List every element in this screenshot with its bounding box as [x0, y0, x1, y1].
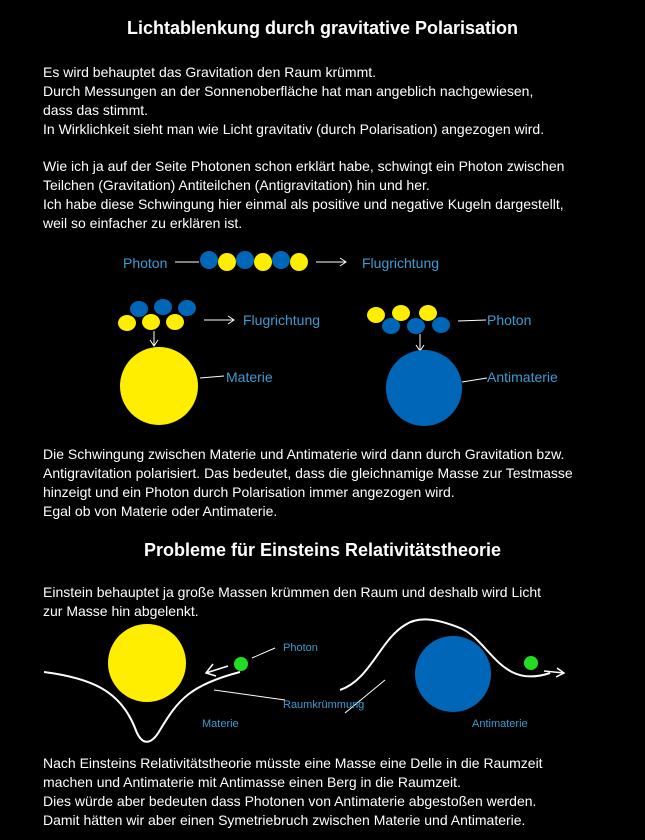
matter-label: Materie: [226, 369, 273, 385]
negative-ball: [200, 251, 218, 269]
positive-ball: [254, 253, 272, 271]
text-line: hinzeigt und ein Photon durch Polarisation immer angezogen wird.: [43, 484, 455, 500]
positive-ball: [218, 253, 236, 271]
text-line: Egal ob von Materie oder Antimaterie.: [43, 503, 278, 519]
matter-label: Materie: [202, 718, 239, 730]
text-line: dass das stimmt.: [43, 102, 149, 118]
antimatter-sphere: [415, 636, 491, 712]
positive-ball: [142, 314, 160, 330]
positive-ball: [367, 307, 385, 323]
antimatter-label: Antimaterie: [487, 369, 558, 385]
negative-ball: [178, 300, 196, 316]
negative-ball: [382, 318, 400, 334]
text-line: Teilchen (Gravitation) Antiteilchen (Antigravitation) hin und her.: [43, 177, 430, 193]
label-leader-line: [462, 378, 487, 382]
text-line: Wie ich ja auf der Seite Photonen schon erklärt habe, schwingt ein Photon zwischen: [43, 158, 565, 174]
negative-ball: [130, 301, 148, 317]
page-title: Lichtablenkung durch gravitative Polarisation: [126, 18, 519, 38]
einstein-paragraph: [43, 583, 623, 621]
positive-ball: [419, 305, 437, 321]
antimatter-sphere: [386, 350, 462, 426]
negative-ball: [272, 251, 290, 269]
matter-sphere: [120, 347, 198, 425]
photon-label: Photon: [123, 255, 168, 271]
matter-sphere: [108, 624, 186, 702]
text-line: Damit hätten wir aber einen Symetriebruch zwischen Materie und Antimaterie.: [43, 812, 526, 828]
text-line: Ich habe diese Schwingung hier einmal als positive und negative Kugeln dargestellt,: [43, 196, 564, 212]
positive-ball: [118, 315, 136, 331]
photon-label: Photon: [283, 642, 318, 654]
label-leader-line: [214, 690, 285, 700]
text-line: weil so einfacher zu erklären ist.: [43, 215, 243, 231]
text-line: zur Masse hin abgelenkt.: [43, 603, 199, 619]
photon-label: Photon: [487, 312, 532, 328]
text-line: Antigravitation polarisiert. Das bedeutet, dass die gleichnamige Masse zur Testmasse: [43, 465, 573, 481]
label-leader-line: [200, 376, 224, 378]
label-leader-line: [458, 320, 486, 321]
conclusion-paragraph: [43, 754, 623, 830]
section-title: Probleme für Einsteins Relativitätstheorie: [143, 540, 502, 560]
positive-ball: [290, 253, 308, 271]
text-line: In Wirklichkeit sieht man wie Licht gravitativ (durch Polarisation) angezogen wird.: [43, 121, 545, 137]
photon-dot: [524, 656, 538, 670]
negative-ball: [432, 317, 450, 333]
polarisation-paragraph: [43, 445, 623, 521]
text-line: Es wird behauptet das Gravitation den Raum krümmt.: [43, 64, 377, 80]
curvature-label: Raumkrümmung: [283, 699, 365, 711]
text-line: Nach Einsteins Relativitätstheorie müsste eine Masse eine Delle in die Raumzeit: [43, 755, 543, 771]
label-leader-line: [252, 648, 275, 658]
text-line: Einstein behauptet ja große Massen krümmen den Raum und deshalb wird Licht: [43, 584, 542, 600]
text-line: Die Schwingung zwischen Materie und Antimaterie wird dann durch Gravitation bzw.: [43, 446, 565, 462]
positive-ball: [392, 305, 410, 321]
photon-dot: [234, 657, 248, 671]
positive-ball: [166, 314, 184, 330]
flight-direction-label: Flugrichtung: [243, 312, 321, 328]
negative-ball: [407, 318, 425, 334]
antimatter-label: Antimaterie: [472, 718, 528, 730]
text-line: Dies würde aber bedeuten dass Photonen von Antimaterie abgestoßen werden.: [43, 793, 537, 809]
negative-ball: [154, 299, 172, 315]
text-line: Durch Messungen an der Sonnenoberfläche hat man angeblich nachgewiesen,: [43, 83, 534, 99]
text-line: machen und Antimaterie mit Antimasse einen Berg in die Raumzeit.: [43, 774, 461, 790]
flight-direction-label: Flugrichtung: [362, 255, 440, 271]
negative-ball: [236, 251, 254, 269]
